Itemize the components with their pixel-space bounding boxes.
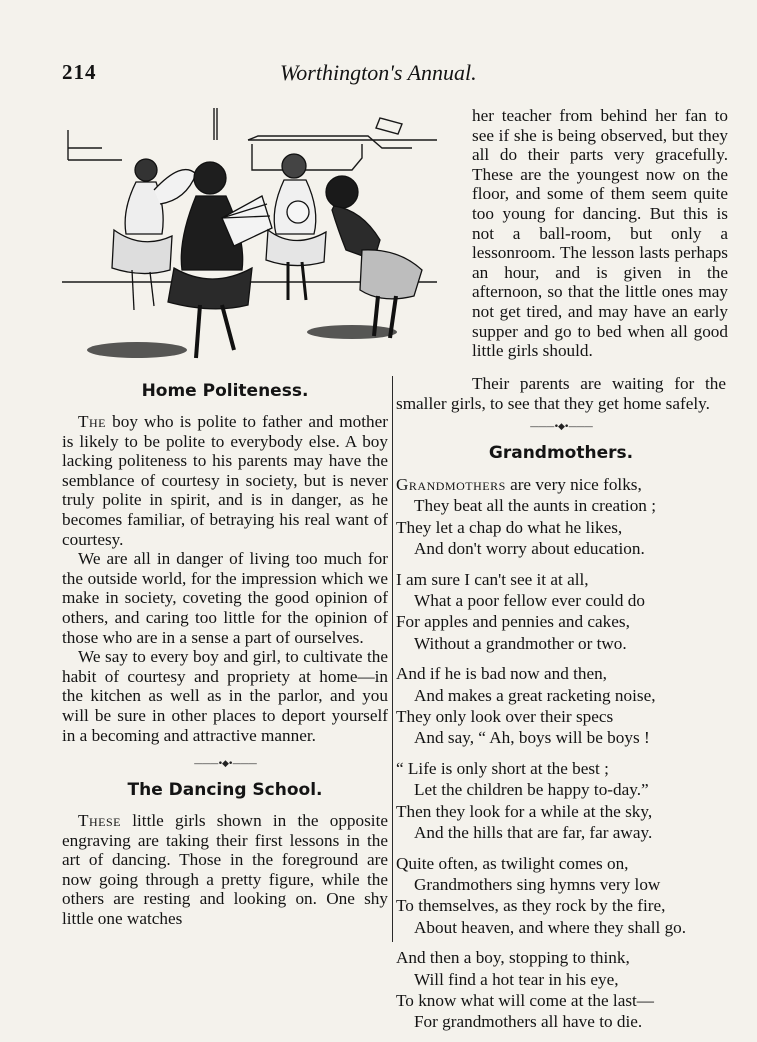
poem-line: To know what will come at the last— [396, 990, 654, 1010]
home-politeness-lead: The [78, 412, 106, 431]
poem-line: And then a boy, stopping to think, [396, 948, 630, 968]
dancing-school-title: The Dancing School. [127, 780, 323, 801]
poem-line: I am sure I can't see it at all, [396, 569, 589, 589]
poem-line: And say, “ Ah, boys will be boys ! [414, 728, 650, 748]
poem-line: And don't worry about education. [414, 539, 645, 559]
grandmothers-section [396, 420, 726, 1042]
poem-stanza-2 [396, 569, 726, 655]
poem-line: What a poor fellow ever could do [414, 591, 645, 611]
poem-line: They let a chap do what he likes, [396, 517, 623, 537]
dancing-school-text-tail: Their parents are waiting for the smaller girls, to see that they get home safely. [396, 374, 726, 413]
poem-line: And if he is bad now and then, [396, 664, 607, 684]
poem-line: Then they look for a while at the sky, [396, 801, 653, 821]
home-politeness-paragraph-1 [62, 412, 388, 549]
home-politeness-text-1: boy who is polite to father and mother is likely to be polite to everybody else. A boy lacking politeness to his parents may have the semblance of courtesy in society, but is never truly polite in spirit, and is in danger, as he becomes familiar, of betraying his real want of courtesy. [62, 412, 388, 549]
poem-line: Grandmothers sing hymns very low [414, 874, 661, 894]
poem-line: “ Life is only short at the best ; [396, 758, 609, 778]
poem-stanza-5 [396, 853, 726, 939]
poem-line: They only look over their specs [396, 707, 614, 727]
poem-stanza-6 [396, 947, 726, 1033]
dancing-school-tail [396, 374, 726, 413]
section-ornament: ———•◆•——— [193, 759, 257, 770]
running-head [62, 58, 722, 88]
dancing-school-lead: These [78, 811, 121, 831]
poem-line: Let the children be happy to-day.” [414, 780, 649, 800]
home-politeness-paragraph-3: We say to every boy and girl, to cultivate the habit of courtesy and propriety at home—in the kitchen as well as in the parlor, and you will be sure in other places to deport yourself in a becoming and attractive manner. [62, 647, 388, 745]
journal-title: Worthington's Annual. [280, 60, 477, 85]
poem-stanza-1 [396, 474, 726, 560]
poem-line: For grandmothers all have to die. [414, 1012, 643, 1032]
home-politeness-title: Home Politeness. [141, 381, 309, 401]
home-politeness-paragraph-2: We are all in danger of living too much for the outside world, for the impression which we make in society, coveting the good opinion of others, and caring too little for the opinion of those who are in a sense a part of ourselves. [62, 549, 388, 647]
dancing-school-paragraph [62, 811, 388, 929]
poem-line: They beat all the aunts in creation ; [414, 496, 656, 516]
dancing-school-continuation [472, 106, 728, 361]
dancing-girls-illustration [62, 100, 437, 370]
poem-line-text: are very nice folks, [510, 475, 642, 494]
page-number: 214 [62, 60, 97, 84]
column-divider [392, 376, 393, 942]
poem-line: To themselves, as they rock by the fire, [396, 896, 666, 916]
grandmothers-title: Grandmothers. [488, 443, 634, 463]
poem-stanza-4 [396, 758, 726, 844]
dancing-school-text-left: little girls shown in the opposite engraving are taking their first lessons in the art of dancing. Those in the foreground are now going through a pretty figure, while the others are resting and looking on. One shy little one watches [62, 811, 388, 929]
left-column [62, 378, 388, 929]
poem-line [396, 474, 726, 495]
poem-stanza-3 [396, 663, 726, 749]
poem-line: About heaven, and where they shall go. [414, 917, 687, 937]
dancing-school-text-right: her teacher from behind her fan to see if she is being observed, but they all do their parts very gracefully. These are the youngest now on the floor, and some of them seem quite too young for dancing. But this is not a ball-room, but only a lessonroom. The lesson lasts perhaps an hour, and is given in the afternoon, so that the little ones may not get tired, and may have an early supper and go to bed when all good little girls should. [472, 106, 728, 361]
poem-line: And the hills that are far, far away. [414, 823, 653, 843]
section-ornament: ———•◆•——— [529, 422, 593, 432]
poem-line: For apples and pennies and cakes, [396, 612, 630, 632]
poem-line: And makes a great racketing noise, [414, 685, 656, 705]
poem-line: Without a grandmother or two. [414, 633, 627, 653]
grandmothers-lead: Grandmothers [396, 475, 506, 494]
poem-line: Will find a hot tear in his eye, [414, 969, 619, 989]
poem-line: Quite often, as twilight comes on, [396, 853, 629, 873]
